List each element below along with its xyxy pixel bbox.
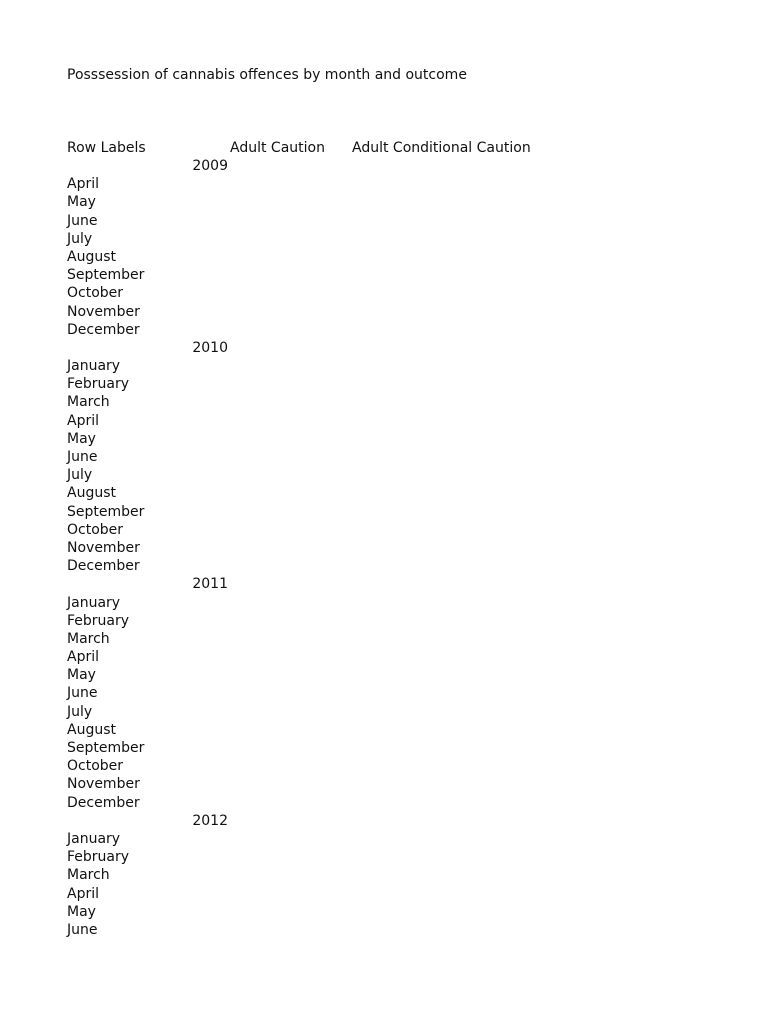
month-label: December: [67, 321, 140, 338]
month-label: April: [67, 176, 99, 193]
month-label: May: [67, 194, 96, 211]
month-label: November: [67, 539, 140, 556]
month-label: July: [67, 230, 93, 247]
month-row: [0, 757, 770, 775]
month-label: October: [67, 521, 124, 538]
month-row: [0, 775, 770, 793]
month-label: February: [67, 849, 130, 866]
month-label: March: [67, 394, 110, 411]
year-row: [0, 339, 770, 357]
month-label: December: [67, 558, 140, 575]
pivot-table-rows: [0, 157, 770, 939]
month-label: September: [67, 267, 145, 284]
month-row: [0, 612, 770, 630]
month-row: [0, 630, 770, 648]
month-label: March: [67, 630, 110, 647]
month-label: May: [67, 667, 96, 684]
month-label: February: [67, 376, 130, 393]
month-label: October: [67, 758, 124, 775]
month-row: [0, 484, 770, 502]
year-label: 2009: [192, 158, 228, 174]
month-row: [0, 266, 770, 284]
month-row: [0, 666, 770, 684]
month-row: [0, 648, 770, 666]
month-row: [0, 830, 770, 848]
month-row: [0, 284, 770, 302]
year-label: 2012: [192, 812, 228, 829]
month-label: February: [67, 612, 130, 629]
month-label: August: [67, 485, 116, 502]
month-label: March: [67, 867, 110, 884]
month-row: [0, 393, 770, 411]
month-row: [0, 921, 770, 939]
year-row: [0, 812, 770, 830]
month-row: [0, 375, 770, 393]
month-row: [0, 739, 770, 757]
month-row: [0, 794, 770, 812]
document-title: Posssession of cannabis offences by month and outcome: [67, 67, 467, 83]
month-row: [0, 412, 770, 430]
month-label: April: [67, 885, 99, 902]
header-adult-conditional-caution: Adult Conditional Caution: [352, 140, 531, 156]
month-label: June: [67, 449, 98, 465]
month-row: [0, 539, 770, 557]
month-row: [0, 193, 770, 211]
header-adult-caution: Adult Caution: [230, 140, 325, 156]
month-row: [0, 466, 770, 484]
header-row-labels: Row Labels: [67, 140, 146, 156]
month-label: December: [67, 794, 140, 811]
month-label: June: [67, 685, 98, 702]
month-label: May: [67, 430, 96, 447]
month-label: July: [67, 703, 93, 720]
year-row: [0, 157, 770, 175]
month-row: [0, 175, 770, 193]
month-label: September: [67, 503, 145, 520]
month-row: [0, 521, 770, 539]
month-row: [0, 430, 770, 448]
year-row: [0, 575, 770, 593]
month-label: June: [67, 212, 98, 229]
month-label: April: [67, 412, 99, 429]
month-label: January: [67, 358, 121, 375]
month-row: [0, 721, 770, 739]
month-row: [0, 321, 770, 339]
month-row: [0, 230, 770, 248]
month-row: [0, 357, 770, 375]
month-label: August: [67, 721, 116, 738]
month-label: October: [67, 285, 124, 302]
month-label: November: [67, 776, 140, 793]
month-label: June: [67, 921, 98, 938]
year-label: 2011: [192, 576, 228, 593]
month-row: [0, 848, 770, 866]
month-row: [0, 885, 770, 903]
month-row: [0, 557, 770, 575]
month-row: [0, 212, 770, 230]
month-label: July: [67, 467, 93, 484]
month-row: [0, 303, 770, 321]
month-row: [0, 448, 770, 466]
month-row: [0, 503, 770, 521]
month-label: November: [67, 303, 140, 320]
month-label: January: [67, 830, 121, 847]
month-row: [0, 703, 770, 721]
month-row: [0, 248, 770, 266]
month-row: [0, 684, 770, 702]
month-label: April: [67, 649, 99, 666]
month-label: May: [67, 903, 96, 920]
year-label: 2010: [192, 339, 228, 356]
month-label: September: [67, 740, 145, 756]
month-label: January: [67, 594, 121, 611]
month-row: [0, 903, 770, 921]
month-label: August: [67, 248, 116, 265]
month-row: [0, 594, 770, 612]
month-row: [0, 866, 770, 884]
